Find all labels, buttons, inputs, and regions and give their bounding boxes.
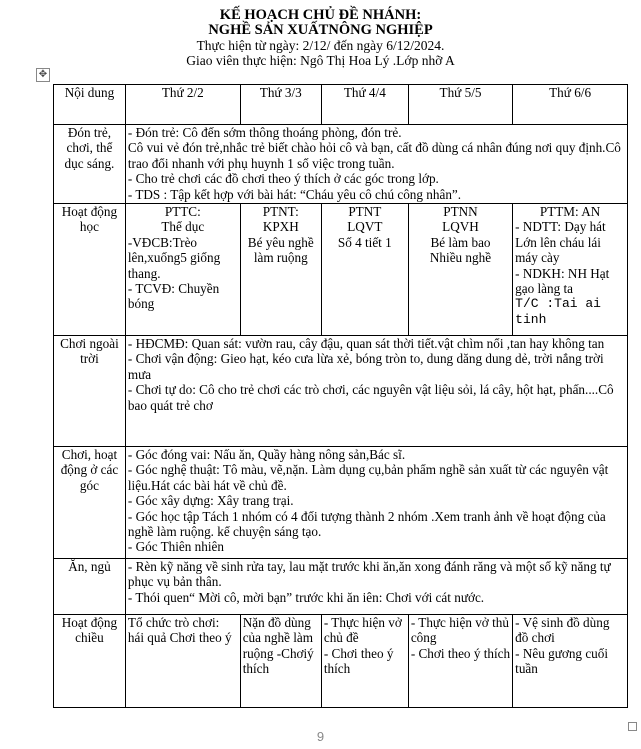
goc-line: - Góc đóng vai: Nấu ăn, Quầy hàng nông sản,Bác sĩ. <box>127 447 406 462</box>
goc-line: - Góc xây dựng: Xây trang trại. <box>127 493 294 509</box>
hdh-fri-game: T/C :Tai ai tinh <box>515 296 601 327</box>
hdh-thu-area: LQVH <box>442 219 479 235</box>
row-ngoai-troi <box>54 336 628 447</box>
plan-teacher: Giao viên thực hiện: Ngô Thị Hoa Lý .Lớp nhỡ A <box>186 53 455 68</box>
don-tre-content <box>125 125 627 204</box>
table-move-handle-icon[interactable]: ✥ <box>36 68 50 82</box>
row-label-don-tre: Đón trẻ, chơi, thể dục sáng. <box>54 125 126 204</box>
hdh-thu-topic: Bé làm bao <box>430 234 491 250</box>
hdh-tue-cell <box>240 204 321 336</box>
goc-line: - Góc nghệ thuật: Tô màu, vẽ,nặn. Làm dụng cụ,bản phẩm nghề sản xuất từ các nguyên vật liệu.Hát các bài hát về chủ đề. <box>127 462 609 493</box>
chieu-wed-cell <box>321 615 408 708</box>
day-header-wed: Thứ 4/4 <box>321 85 408 125</box>
an-ngu-line: - Rèn kỹ năng về sinh rửa tay, lau mặt trước khi ăn,ăn xong đánh răng và một số kỹ năng tự phục vụ bản thân. <box>127 559 611 590</box>
table-header-row <box>54 85 628 125</box>
row-label-hoat-dong-hoc: Hoạt động học <box>54 204 126 336</box>
hdh-mon-game: - TCVĐ: Chuyền bóng <box>127 281 220 312</box>
hdh-tue-area: KPXH <box>262 219 299 235</box>
ngoai-troi-line: - Chơi tự do: Cô cho trẻ chơi các trò chơi, các nguyên vật liệu sỏi, lá cây, hột hạt, phấn....Cô bao quát trẻ chơ <box>127 382 614 413</box>
weekly-plan-table <box>53 84 628 708</box>
row-an-ngu <box>54 559 628 615</box>
chieu-thu-cell <box>408 615 512 708</box>
plan-dates: Thực hiện từ ngày: 2/12/ đến ngày 6/12/2024. <box>196 38 445 53</box>
day-header-thu: Thứ 5/5 <box>408 85 512 125</box>
don-tre-line: - Cho trẻ chơi các đồ chơi theo ý thích ở các góc trong lớp. <box>127 171 439 187</box>
hdh-tue-topic: Bé yêu nghề làm ruộng <box>247 234 314 266</box>
hdh-fri-main: - NDTT: Dạy hát Lớn lên cháu lái máy cày <box>515 219 606 266</box>
day-header-mon: Thứ 2/2 <box>125 85 240 125</box>
hdh-wed-subject: PTNT <box>348 204 382 219</box>
row-label-goc: Chơi, hoạt động ở các góc <box>54 447 126 559</box>
day-header-tue: Thứ 3/3 <box>240 85 321 125</box>
hdh-mon-area: Thể dục <box>161 219 205 235</box>
hdh-fri-cell <box>513 204 628 336</box>
ngoai-troi-content <box>125 336 627 447</box>
hdh-mon-subject: PTTC: <box>164 204 201 219</box>
row-label-an-ngu: Ăn, ngủ <box>54 559 126 615</box>
row-don-tre <box>54 125 628 204</box>
plan-subtitle: NGHỀ SẢN XUẤTNÔNG NGHIỆP <box>208 22 433 38</box>
chieu-thu-line: - Chơi theo ý thích <box>410 645 511 661</box>
goc-line: - Góc Thiên nhiên <box>127 539 224 555</box>
goc-content <box>125 447 627 559</box>
row-chieu <box>54 615 628 708</box>
hdh-mon-activity: -VĐCB:Trèo lên,xuống5 giống thang. <box>127 234 221 281</box>
goc-line: - Góc học tập Tách 1 nhóm có 4 đối tượng thành 2 nhóm .Xem tranh ảnh về hoạt động của nghề làm ruộng. kể chuyện sáng tạo. <box>127 508 606 540</box>
hdh-fri-combined: - NDKH: NH Hạt gạo làng ta <box>515 265 610 297</box>
hdh-tue-subject: PTNT: <box>262 204 299 219</box>
hdh-mon-cell <box>125 204 240 336</box>
plan-title: KẾ HOẠCH CHỦ ĐỀ NHÁNH: <box>219 7 422 23</box>
chieu-mon-cell: Tổ chức trò chơi: hái quả Chơi theo ý <box>125 615 240 708</box>
an-ngu-line: - Thói quen“ Mời cô, mời bạn” trước khi ăn iên: Chơi với cát nước. <box>127 589 485 605</box>
chieu-wed-line: - Thực hiện vở chủ đề <box>323 615 402 646</box>
header-label-cell: Nội dung <box>54 85 126 125</box>
hdh-wed-area: LQVT <box>347 219 383 235</box>
ngoai-troi-line: - Chơi vận động: Gieo hạt, kéo cưa lừa xẻ, bóng tròn to, dung dăng dung dẻ, trời nắng trời mưa <box>127 351 604 382</box>
ngoai-troi-line: - HĐCMĐ: Quan sát: vườn rau, cây đậu, quan sát thời tiết.vật chìm nổi ,tan hay không tan <box>127 336 605 351</box>
chieu-tue-cell: Nặn đồ dùng của nghề làm ruộng -Chơiý thích <box>240 615 321 708</box>
hdh-thu-subject: PTNN <box>443 204 478 219</box>
hdh-thu-topic-2: Nhiều nghề <box>429 250 492 266</box>
chieu-fri-line: - Nêu gương cuối tuần <box>515 645 609 677</box>
page-number: 9 <box>316 729 325 744</box>
chieu-fri-line: - Vệ sinh đồ dùng đồ chơi <box>515 615 610 646</box>
document-header <box>0 8 641 68</box>
chieu-thu-line: - Thực hiện vở thủ công <box>410 615 509 646</box>
row-hoat-dong-hoc <box>54 204 628 336</box>
hdh-wed-topic: Số 4 tiết 1 <box>337 234 392 250</box>
chieu-fri-cell <box>513 615 628 708</box>
hdh-thu-cell <box>408 204 512 336</box>
day-header-fri: Thứ 6/6 <box>513 85 628 125</box>
chieu-wed-line: - Chơi theo ý thích <box>323 645 394 677</box>
don-tre-line: Cô vui vẻ đón trẻ,nhắc trẻ biết chào hỏi cô và bạn, cất đồ dùng cá nhân đúng nơi quy định.Cô trao đổi nhanh với phụ huynh 1 số việc trong tuần. <box>127 140 621 171</box>
hdh-wed-cell <box>321 204 408 336</box>
hdh-fri-subject: PTTM: AN <box>539 204 601 219</box>
row-label-ngoai-troi: Chơi ngoài trời <box>54 336 126 447</box>
an-ngu-content <box>125 559 627 615</box>
don-tre-line: - Đón trẻ: Cô đến sớm thông thoáng phòng, đón trẻ. <box>127 125 402 140</box>
row-label-chieu: Hoạt động chiều <box>54 615 126 708</box>
don-tre-line: - TDS : Tập kết hợp với bài hát: “Cháu yêu cô chú công nhân”. <box>127 186 462 202</box>
row-goc <box>54 447 628 559</box>
